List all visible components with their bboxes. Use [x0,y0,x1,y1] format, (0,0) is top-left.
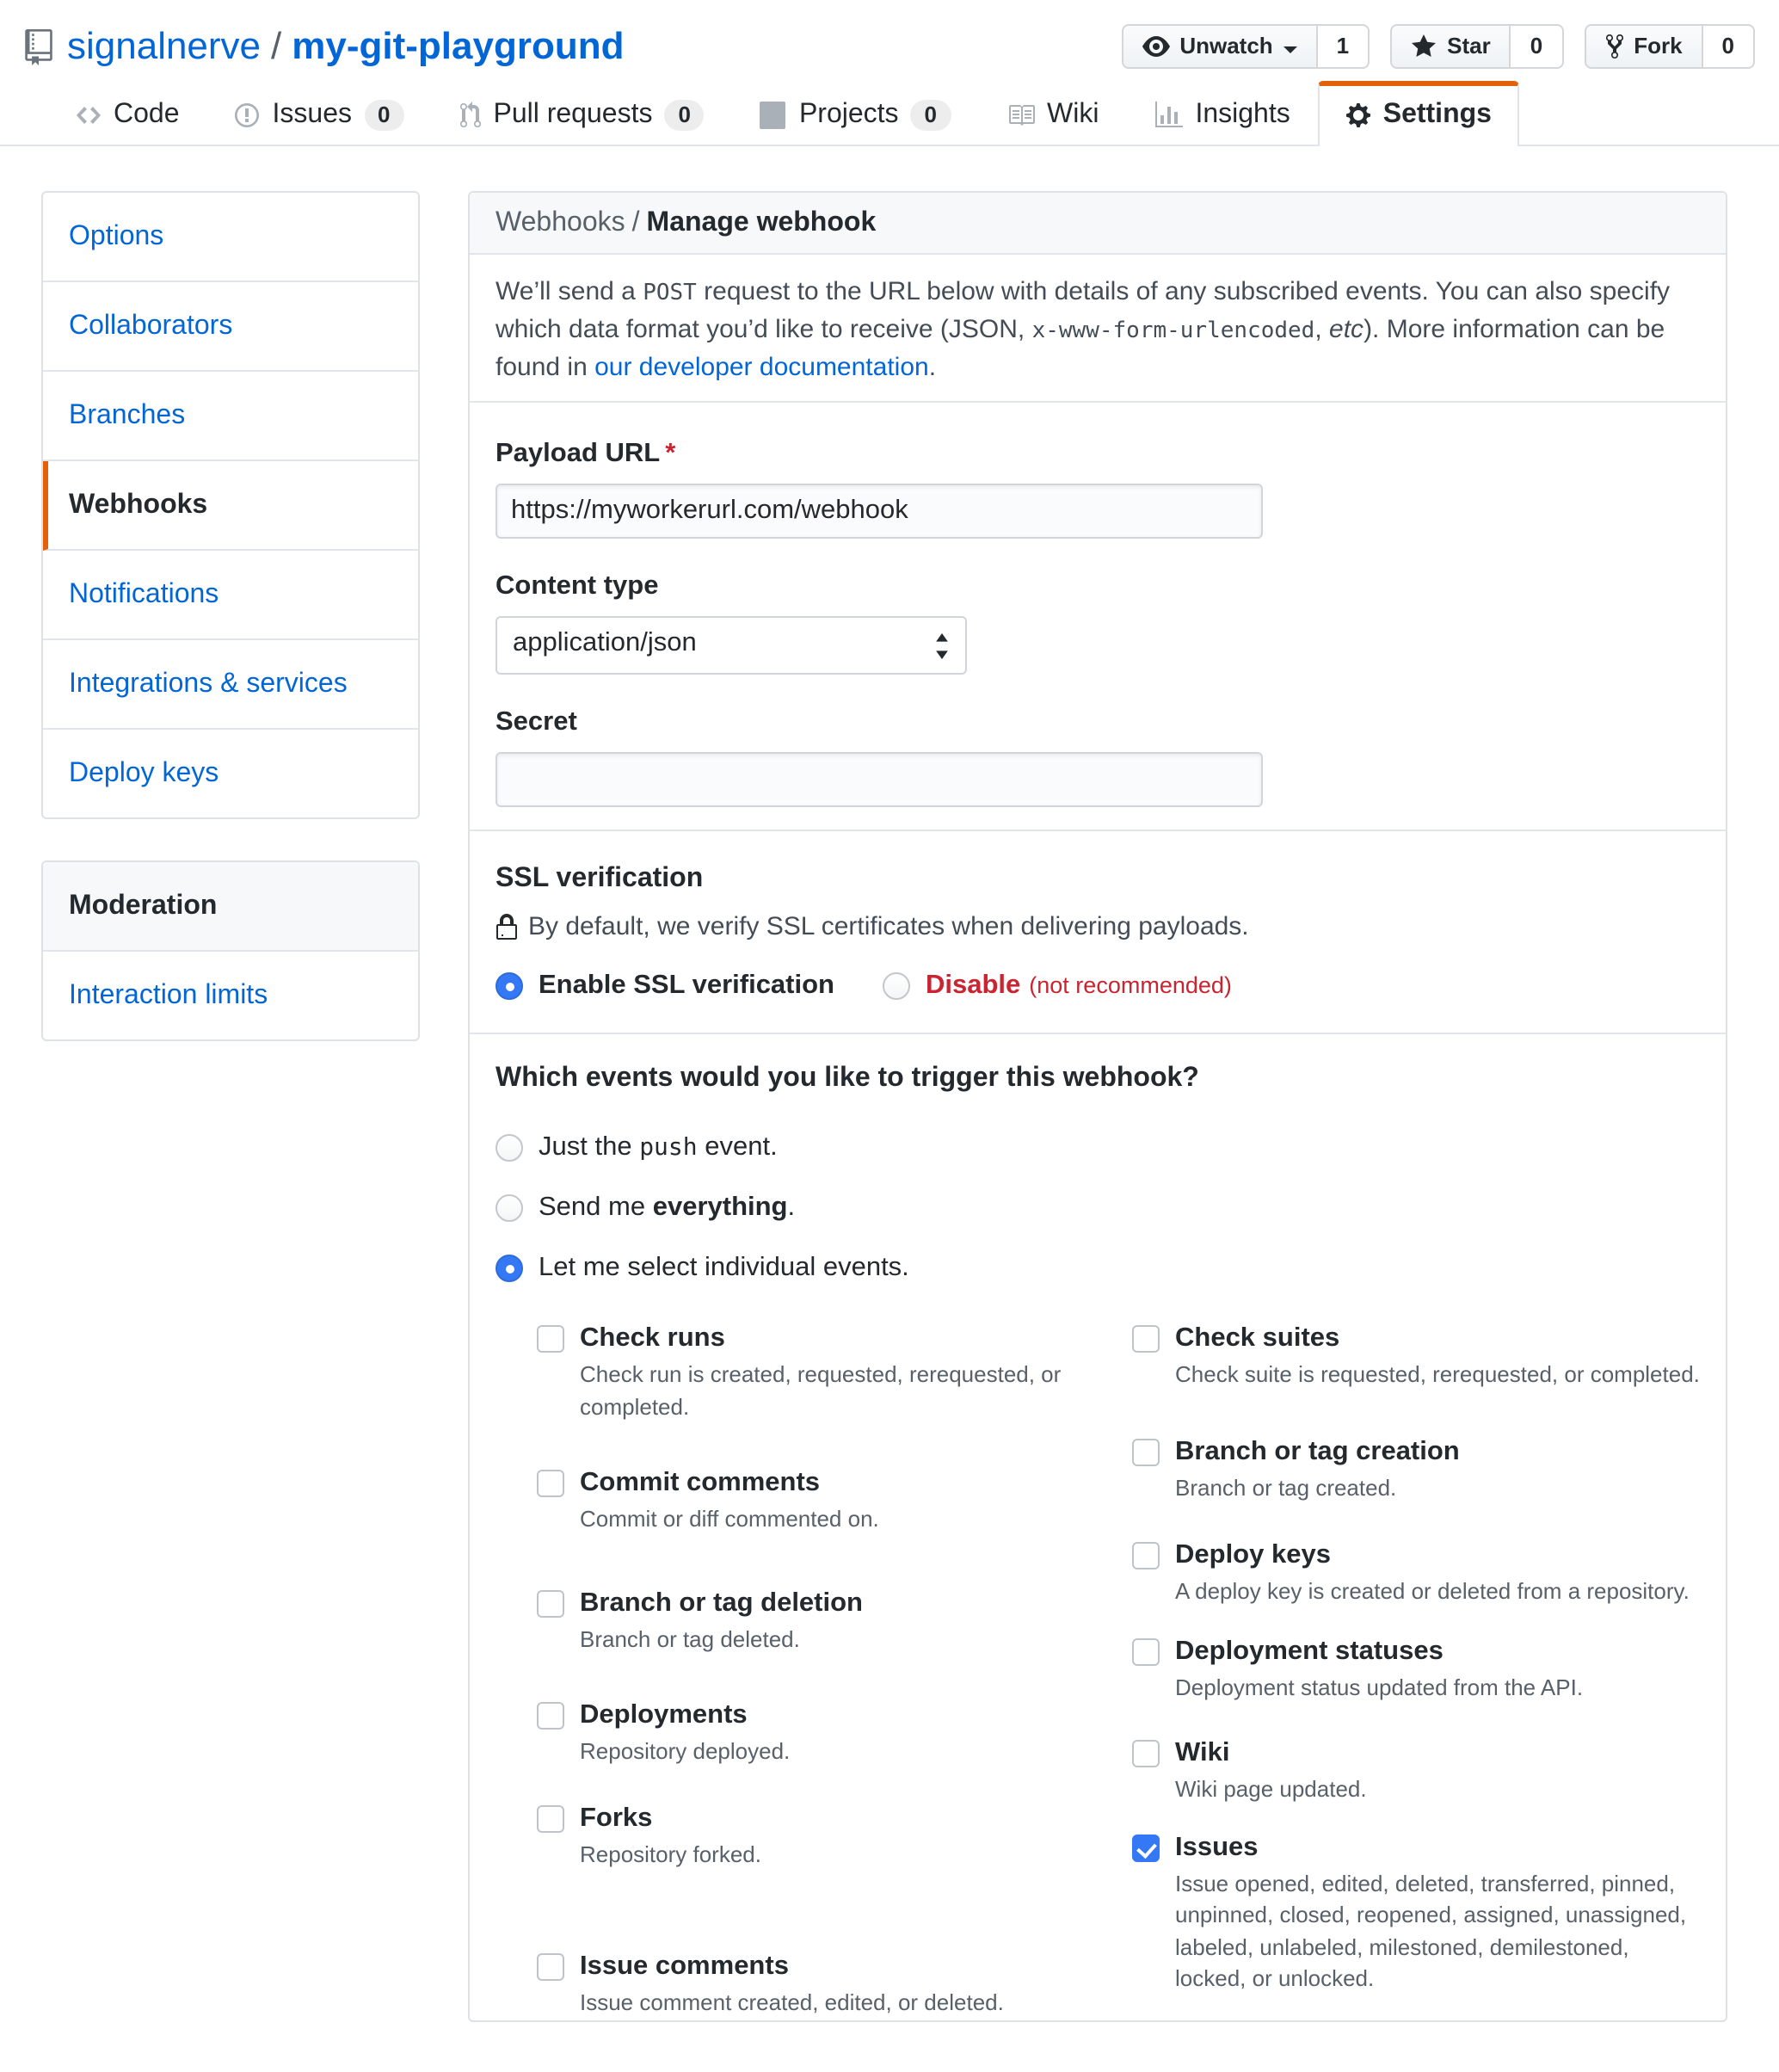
star-icon [1411,33,1437,60]
repo-book-icon [24,28,53,65]
tab-insights[interactable] [1126,79,1317,146]
event-item-forks [537,1801,1105,1871]
event-item-branch-tag-deletion [537,1586,1105,1656]
intro-code-post: POST [643,281,697,306]
event-desc: Repository deployed. [580,1738,791,1764]
fork-label: Fork [1634,33,1683,59]
fork-button-group [1584,24,1755,69]
events-option-push[interactable] [496,1131,1652,1165]
event-label: Issues [1175,1832,1259,1861]
check-runs-checkbox[interactable] [537,1325,564,1353]
event-desc: Branch or tag deleted. [580,1625,800,1651]
webhook-panel [468,191,1727,2021]
event-item-issues [1132,1830,1700,1995]
event-label: Branch or tag deletion [580,1588,863,1617]
intro-code-urlencoded: x-www-form-urlencoded [1031,318,1315,344]
tab-code[interactable] [48,79,207,146]
intro-text: We’ll send a [496,277,643,306]
moderation-nav [41,860,420,1041]
issues-checkbox[interactable] [1132,1834,1160,1861]
event-desc: A deploy key is created or deleted from a repository. [1175,1578,1690,1604]
graph-icon [1154,101,1183,128]
ssl-heading: SSL verification [496,864,704,893]
payload-url-input[interactable] [496,484,1263,539]
event-item-branch-tag-creation [1132,1434,1700,1504]
ssl-disable-radio[interactable] [883,972,910,1000]
sidebar-item-options[interactable]: Options [43,193,418,282]
project-icon [760,101,787,128]
ssl-verification-section [470,831,1726,1034]
sidebar-item-branches[interactable]: Branches [43,372,418,461]
ssl-disable-note: (not recommended) [1029,972,1232,998]
ssl-note-row [496,910,1700,943]
event-item-deployment-statuses [1132,1634,1700,1704]
individual-events-radio[interactable] [496,1255,523,1282]
eye-icon [1142,33,1169,60]
tab-settings-label: Settings [1382,100,1492,129]
events-grid [537,1322,1700,2020]
repo-header [0,0,1779,79]
moderation-header: Moderation [43,862,418,952]
sidebar-item-notifications[interactable]: Notifications [43,551,418,640]
repo-owner-link[interactable]: signalnerve [67,24,262,67]
sidebar-item-integrations[interactable]: Integrations & services [43,640,418,730]
git-pull-request-icon [459,101,481,128]
individual-events-label: Let me select individual events. [539,1253,909,1282]
event-desc: Repository forked. [580,1841,761,1866]
ssl-enable-option[interactable] [496,969,834,1003]
repo-name-link[interactable]: my-git-playground [292,24,625,67]
secret-input[interactable] [496,752,1263,807]
event-desc: Deployment status updated from the API. [1175,1674,1584,1699]
intro-text: . [928,353,937,382]
sidebar-item-interaction-limits[interactable]: Interaction limits [69,981,268,1010]
breadcrumb-webhooks[interactable]: Webhooks [496,208,625,237]
event-label: Branch or tag creation [1175,1436,1460,1465]
tab-projects-label: Projects [798,100,899,129]
star-label: Star [1447,33,1491,59]
event-label: Check suites [1175,1323,1340,1353]
event-item-check-suites [1132,1322,1700,1391]
repo-actions [1100,24,1755,69]
ssl-disable-option[interactable] [883,969,1232,1003]
content-type-select[interactable] [496,616,967,675]
events-heading: Which events would you like to trigger this webhook? [496,1064,1199,1093]
sidebar-item-webhooks[interactable]: Webhooks [43,461,418,551]
tab-settings[interactable] [1318,81,1519,146]
ssl-disable-label: Disable [926,971,1021,1000]
event-item-wiki [1132,1736,1700,1806]
everything-radio[interactable] [496,1194,523,1222]
event-item-deploy-keys [1132,1539,1700,1608]
gear-icon [1345,101,1371,128]
sidebar-item-collaborators[interactable]: Collaborators [43,282,418,372]
projects-counter: 0 [911,99,951,130]
ssl-note: By default, we verify SSL certificates when delivering payloads. [528,912,1249,941]
branch-tag-creation-checkbox[interactable] [1132,1438,1160,1465]
repo-title [24,24,625,69]
check-suites-checkbox[interactable] [1132,1325,1160,1353]
event-label: Check runs [580,1323,725,1353]
watch-button-group [1121,24,1370,69]
push-event-label: Just the push event. [539,1132,778,1162]
lock-icon [496,913,518,940]
events-option-everything[interactable] [496,1191,1652,1225]
tab-wiki-label: Wiki [1047,100,1099,129]
intro-text: request to the URL below with details of any subscribed events. You can also specify which data format you’d like to receive (JSON, [496,277,1671,344]
intro-text: ). More information can be found in [496,315,1665,382]
event-label: Deployment statuses [1175,1636,1444,1665]
pull-requests-counter: 0 [664,99,704,130]
payload-url-label-text: Payload URL [496,439,661,468]
caret-down-icon [1283,46,1297,59]
settings-nav [41,191,420,819]
events-column-right [1132,1322,1700,2020]
branch-tag-deletion-checkbox[interactable] [537,1589,564,1617]
watch-count[interactable]: 1 [1318,24,1370,69]
breadcrumb [470,193,1726,255]
content-type-group [496,570,1700,675]
events-radio-group [496,1131,1700,1286]
event-desc: Check run is created, requested, rerequested, or completed. [580,1361,1062,1419]
content-type-value: application/json [513,628,697,657]
event-desc: Wiki page updated. [1175,1776,1367,1802]
webhook-intro [470,255,1726,403]
event-item-issue-comments [537,1950,1105,2020]
ssl-enable-label: Enable SSL verification [539,971,834,1000]
star-button[interactable] [1390,24,1511,69]
event-desc: Issue opened, edited, deleted, transferred, pinned, unpinned, closed, reopened, assigned, unassigned, labeled, unlabeled, milestoned, demilestoned, locked, or unlocked. [1175,1870,1687,1991]
event-item-check-runs [537,1322,1105,1423]
tab-projects[interactable] [732,79,978,146]
content [0,146,1779,2021]
book-icon [1006,101,1035,128]
event-desc: Branch or tag created. [1175,1474,1397,1500]
events-section [470,1034,1726,2020]
star-button-group [1390,24,1563,69]
tab-code-label: Code [114,100,180,129]
intro-etc: etc [1329,315,1364,344]
wiki-checkbox[interactable] [1132,1740,1160,1767]
push-event-radio[interactable] [496,1134,523,1162]
fork-icon [1604,33,1623,60]
event-label: Deploy keys [1175,1540,1331,1569]
webhook-form [470,403,1726,831]
intro-text: , [1314,315,1330,344]
commit-comments-checkbox[interactable] [537,1470,564,1497]
settings-sidebar [41,191,420,1041]
sidebar-item-deploy-keys[interactable]: Deploy keys [69,759,219,788]
deployments-checkbox[interactable] [537,1702,564,1730]
event-item-deployments [537,1699,1105,1768]
unwatch-button[interactable] [1121,24,1317,69]
fork-button[interactable] [1584,24,1702,69]
event-desc: Issue comment created, edited, or deleted. [580,1989,1004,2015]
deployment-statuses-checkbox[interactable] [1132,1637,1160,1665]
events-column-left [537,1322,1105,2020]
deploy-keys-checkbox[interactable] [1132,1542,1160,1569]
event-desc: Check suite is requested, rerequested, or completed. [1175,1361,1700,1387]
tab-insights-label: Insights [1195,100,1290,129]
tab-wiki[interactable] [978,79,1126,146]
developer-documentation-link[interactable]: our developer documentation [594,353,929,382]
event-item-commit-comments [537,1466,1105,1536]
tab-pull-requests[interactable] [431,79,731,146]
event-label: Wiki [1175,1738,1230,1767]
tab-issues[interactable] [207,79,432,146]
event-label: Forks [580,1803,653,1832]
issue-comments-checkbox[interactable] [537,1953,564,1981]
event-desc: Commit or diff commented on. [580,1506,879,1532]
required-asterisk: * [665,439,676,468]
tab-issues-label: Issues [272,100,352,129]
repo-title-separator: / [271,24,282,67]
everything-label: Send me everything. [539,1193,796,1222]
ssl-radio-row [496,969,1700,1003]
code-icon [76,101,102,128]
events-option-individual[interactable] [496,1251,1700,1286]
payload-url-label [496,437,1700,472]
breadcrumb-current: Manage webhook [646,208,877,237]
event-label: Issue comments [580,1952,789,1981]
secret-label: Secret [496,707,577,737]
repo-nav [0,79,1779,146]
breadcrumb-separator: / [631,208,640,237]
fork-count[interactable]: 0 [1703,24,1755,69]
forks-checkbox[interactable] [537,1804,564,1832]
select-arrows-icon [934,633,950,668]
unwatch-label: Unwatch [1179,33,1273,59]
content-type-label: Content type [496,571,659,601]
event-label: Deployments [580,1700,748,1730]
event-label: Commit comments [580,1468,821,1497]
payload-url-group [496,437,1700,539]
issues-counter: 0 [364,99,403,130]
tab-pull-requests-label: Pull requests [493,100,653,129]
issue-opened-icon [235,101,261,128]
ssl-enable-radio[interactable] [496,972,523,1000]
star-count[interactable]: 0 [1511,24,1563,69]
secret-group [496,706,1700,807]
